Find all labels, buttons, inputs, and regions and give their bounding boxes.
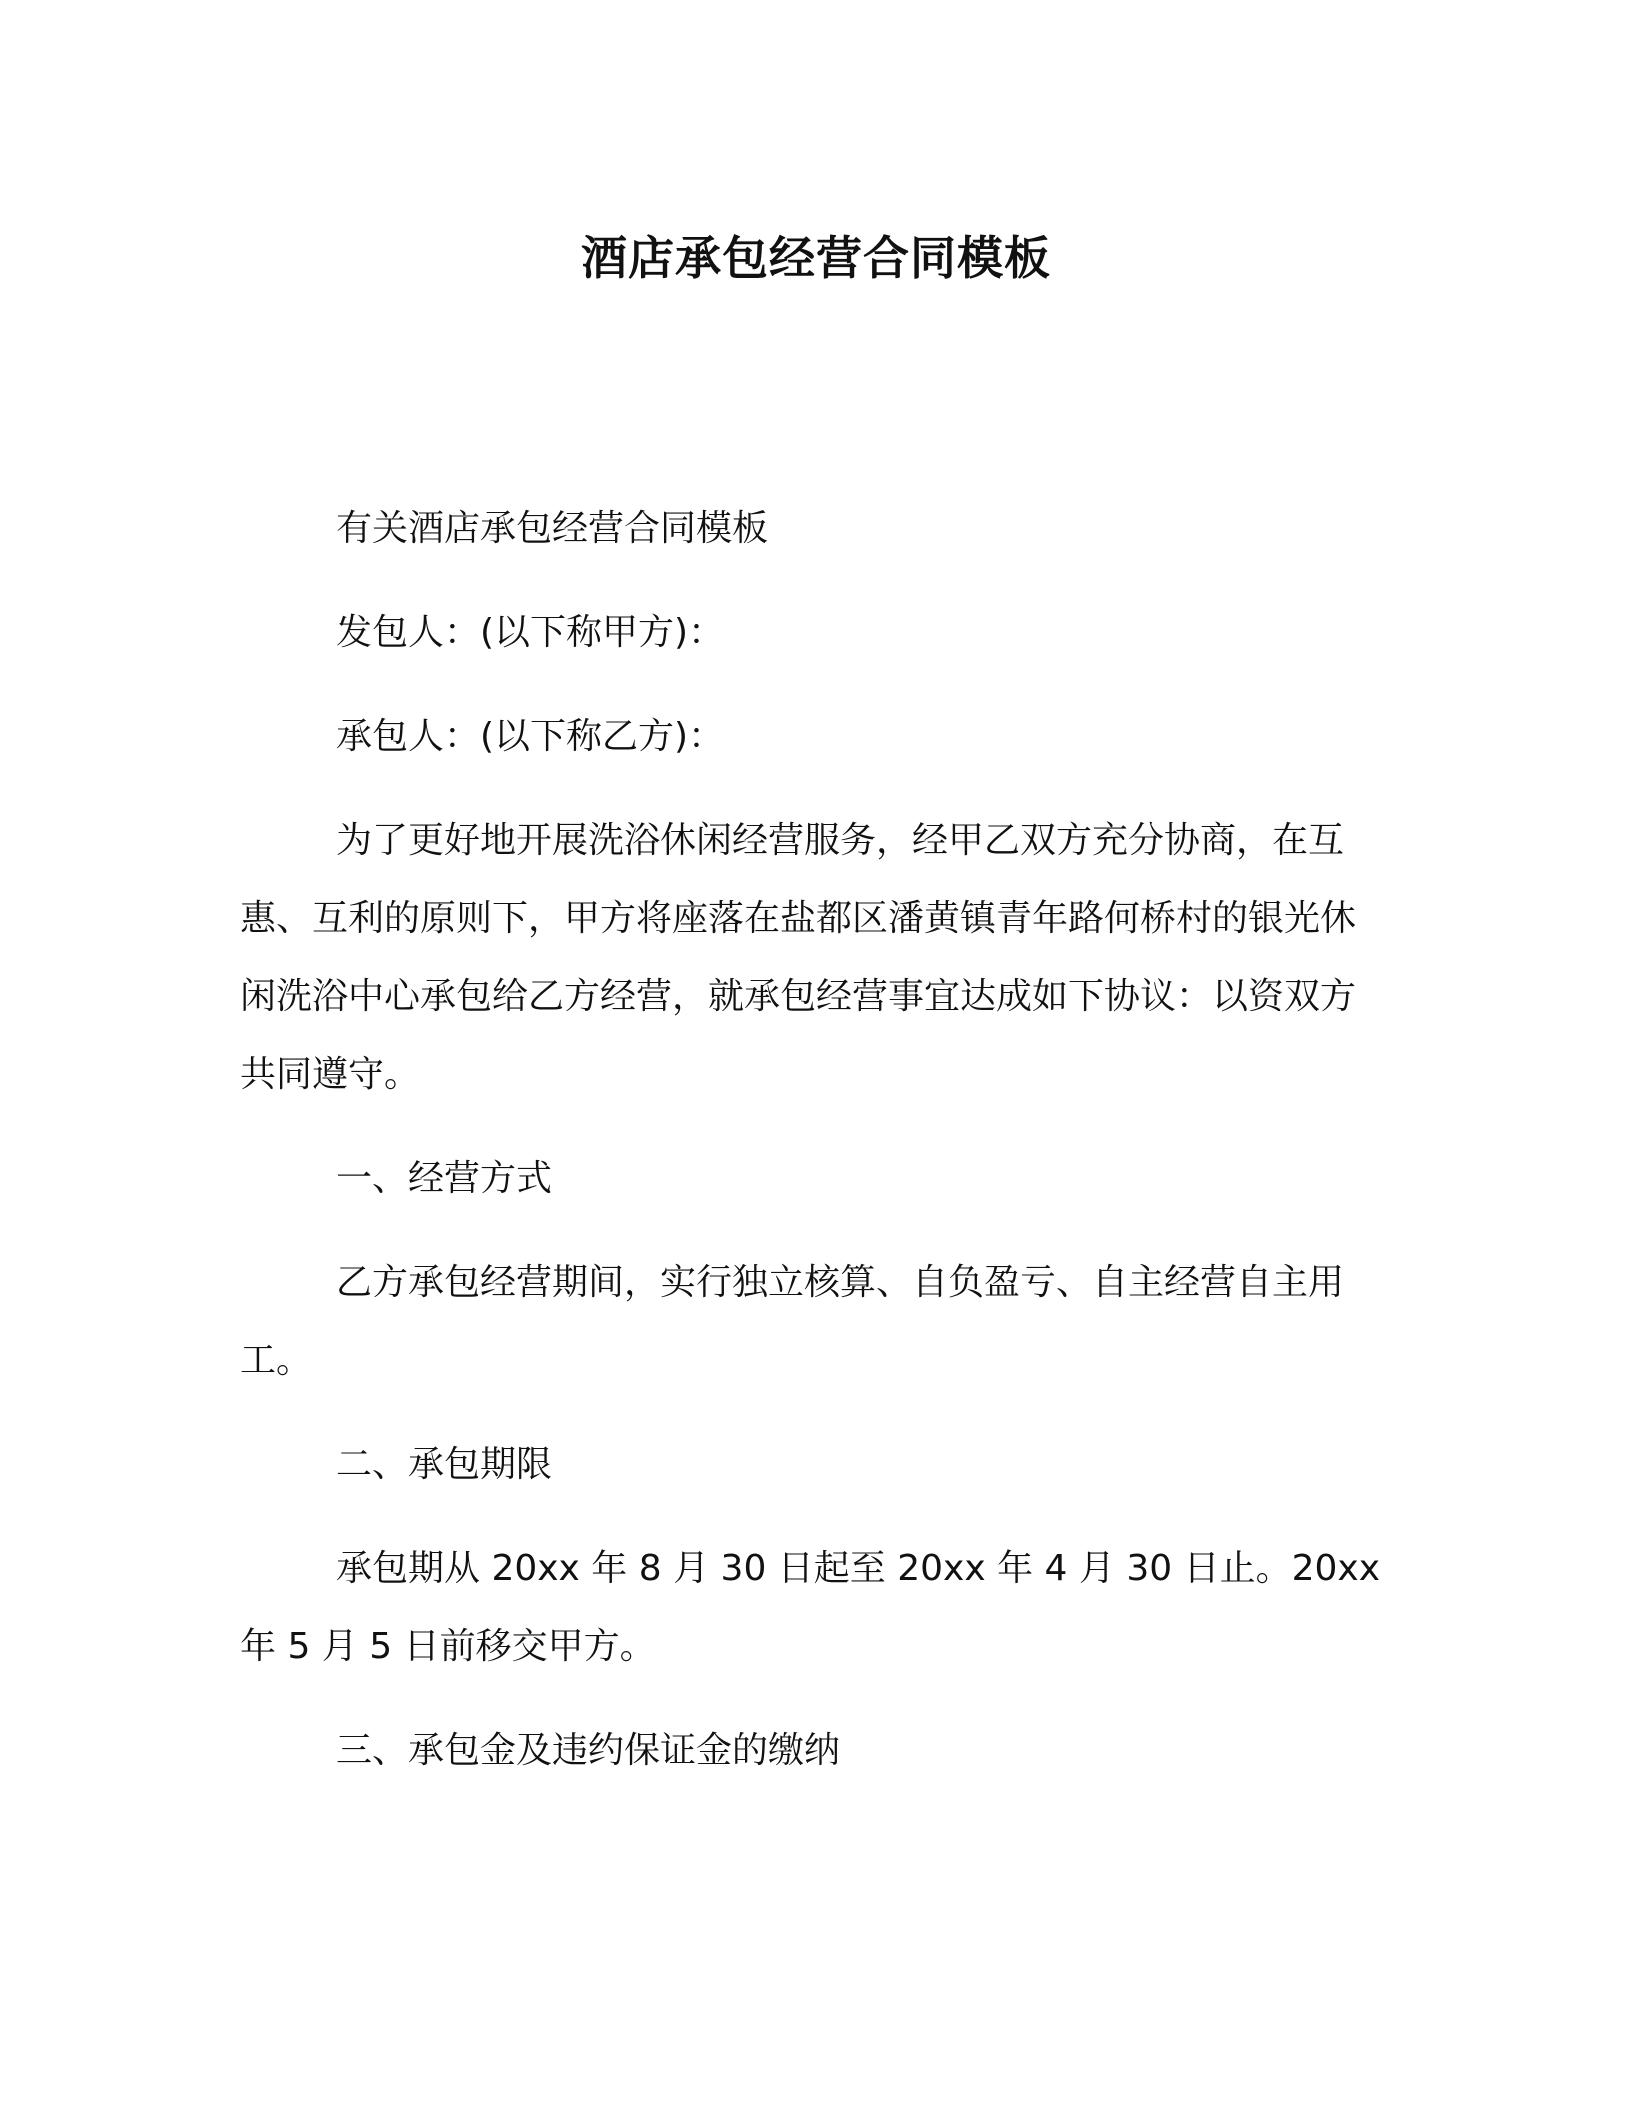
paragraph-section-2: 承包期从 20xx 年 8 月 30 日起至 20xx 年 4 月 30 日止。20xx 年 5 月 5 日前移交甲方。 xyxy=(240,1548,1381,1667)
section-heading-2: 二、承包期限 xyxy=(336,1444,553,1485)
paragraph-preamble: 为了更好地开展洗浴休闲经营服务，经甲乙双方充分协商，在互惠、互利的原则下，甲方将座落在盐都区潘黄镇青年路何桥村的银光休闲洗浴中心承包给乙方经营，就承包经营事宜达成如下协议：以资双方共同遵守。 xyxy=(240,820,1357,1095)
paragraph-section-1: 乙方承包经营期间，实行独立核算、自负盈亏、自主经营自主用工。 xyxy=(240,1262,1345,1381)
section-heading-3: 三、承包金及违约保证金的缴纳 xyxy=(336,1730,841,1771)
document-title: 酒店承包经营合同模板 xyxy=(581,231,1051,285)
paragraph-party-b: 承包人：(以下称乙方)： xyxy=(336,716,725,757)
paragraph-party-a: 发包人：(以下称甲方)： xyxy=(336,612,725,653)
document-body xyxy=(240,490,1390,1816)
section-heading-1: 一、经营方式 xyxy=(336,1158,553,1199)
paragraph-subtitle: 有关酒店承包经营合同模板 xyxy=(336,508,769,549)
